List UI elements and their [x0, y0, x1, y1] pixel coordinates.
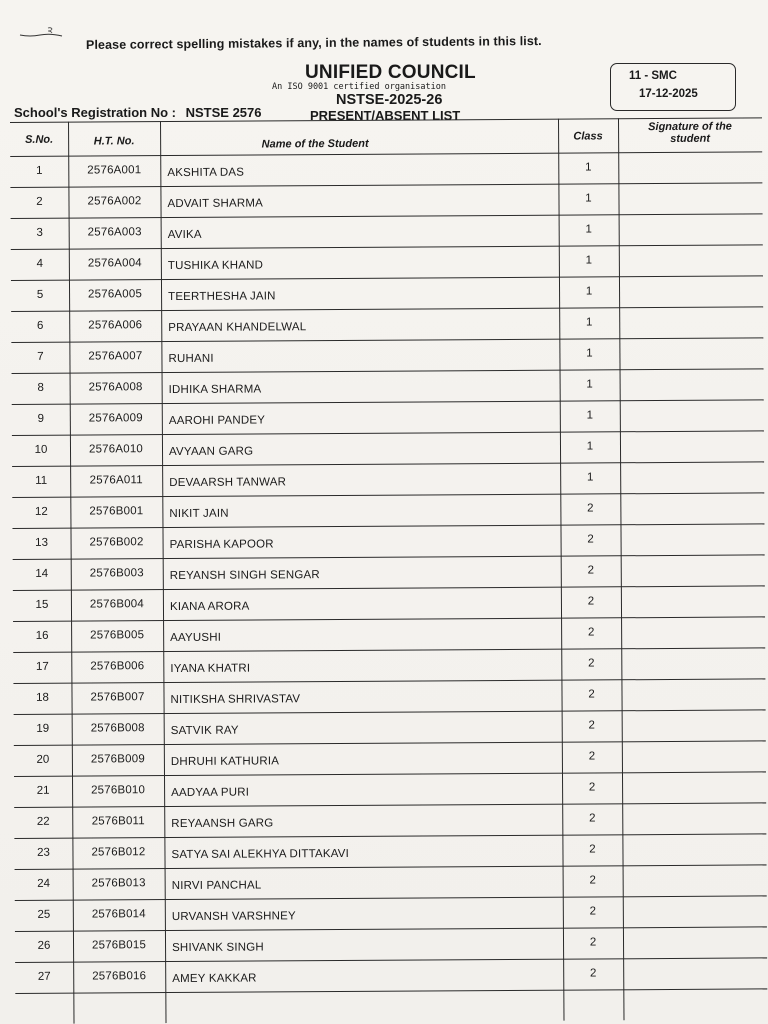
row-sno: 10 [34, 443, 48, 456]
row-ht-no: 2576A010 [88, 443, 144, 456]
row-sno: 7 [37, 350, 44, 363]
table-row [12, 492, 764, 528]
table-row [14, 771, 766, 807]
row-ht-no: 2576B016 [92, 970, 147, 983]
table-row [14, 833, 766, 869]
row-ht-no: 2576A006 [88, 319, 143, 332]
row-student-name: TEERTHESHA JAIN [168, 290, 276, 304]
exam-code: 11 - SMC [629, 70, 677, 82]
table-row [12, 368, 764, 404]
row-sno: 21 [36, 784, 50, 797]
row-student-name: SHIVANK SINGH [172, 941, 264, 955]
table-row [15, 926, 767, 962]
row-ht-no: 2576B009 [90, 753, 145, 766]
table-row [14, 802, 766, 838]
row-student-name: REYANSH SINGH SENGAR [169, 569, 320, 583]
row-student-name: URVANSH VARSHNEY [171, 910, 296, 924]
row-ht-no: 2576A005 [87, 288, 143, 301]
row-sno: 4 [36, 257, 44, 270]
row-sno: 2 [36, 195, 43, 208]
row-student-name: PRAYAAN KHANDELWAL [168, 321, 307, 335]
row-class: 2 [587, 595, 595, 608]
row-ht-no: 2576B013 [91, 877, 146, 890]
header-signature-line1: Signature of the [648, 120, 732, 134]
row-ht-no: 2576A007 [88, 350, 143, 363]
row-student-name: SATVIK RAY [170, 724, 239, 738]
row-ht-no: 2576A008 [88, 381, 143, 394]
row-student-name: REYAANSH GARG [171, 817, 274, 831]
header-sno: S.No. [25, 133, 54, 146]
row-student-name: AAROHI PANDEY [168, 414, 266, 428]
instruction-text: Please correct spelling mistakes if any, in the names of students in this list. [85, 34, 542, 52]
attendance-table [10, 117, 767, 1024]
row-student-name: AVIKA [167, 228, 202, 242]
row-sno: 18 [36, 691, 49, 704]
row-sno: 9 [37, 412, 45, 425]
table-row [11, 244, 763, 280]
row-class: 2 [589, 905, 597, 918]
table-row [10, 151, 762, 187]
row-student-name: DHRUHI KATHURIA [170, 755, 280, 769]
row-student-name: KIANA ARORA [169, 600, 250, 614]
table-row [12, 399, 764, 435]
row-class: 2 [587, 502, 594, 515]
row-ht-no: 2576B008 [90, 722, 145, 735]
row-student-name: DEVAARSH TANWAR [169, 476, 287, 490]
table-row [10, 182, 762, 218]
row-class: 2 [589, 812, 596, 825]
header-signature-line2: student [670, 132, 711, 145]
row-class: 1 [586, 440, 594, 453]
table-row [13, 554, 765, 590]
row-sno: 20 [36, 753, 50, 766]
organization-name: UNIFIED COUNCIL [305, 62, 476, 83]
row-sno: 26 [37, 939, 51, 952]
table-row [11, 306, 763, 342]
row-ht-no: 2576A001 [87, 164, 142, 177]
header-signature [618, 120, 762, 145]
list-title: PRESENT/ABSENT LIST [310, 108, 461, 123]
row-ht-no: 2576B003 [89, 567, 144, 580]
row-sno: 12 [34, 505, 48, 518]
row-sno: 5 [36, 288, 44, 301]
row-class: 1 [585, 161, 592, 174]
row-class: 1 [585, 316, 593, 329]
table-row [13, 678, 765, 714]
exam-title: NSTSE-2025-26 [336, 92, 443, 108]
row-student-name: AMEY KAKKAR [172, 972, 257, 986]
registration-value: NSTSE 2576 [185, 105, 262, 120]
row-ht-no: 2576B005 [90, 629, 145, 642]
row-ht-no: 2576A002 [87, 195, 142, 208]
row-class: 1 [586, 471, 594, 484]
row-sno: 3 [36, 226, 43, 239]
row-sno: 22 [36, 815, 50, 828]
row-sno: 16 [35, 629, 49, 642]
row-class: 1 [586, 347, 593, 360]
row-class: 2 [588, 657, 595, 670]
row-ht-no: 2576B002 [89, 536, 144, 549]
row-sno: 17 [35, 660, 49, 673]
row-class: 1 [585, 223, 592, 236]
table-row [15, 864, 767, 900]
row-sno: 1 [36, 164, 43, 177]
row-student-name: NIKIT JAIN [169, 507, 229, 521]
row-student-name: NIRVI PANCHAL [171, 879, 262, 893]
table-row [12, 523, 764, 559]
certification-text: An ISO 9001 certified organisation [272, 82, 446, 92]
row-sno: 13 [35, 536, 48, 549]
row-ht-no: 2576B006 [90, 660, 145, 673]
row-student-name: AKSHITA DAS [167, 166, 245, 180]
row-ht-no: 2576B007 [90, 691, 145, 704]
row-ht-no: 2576B001 [89, 505, 144, 518]
table-row [14, 740, 766, 776]
row-class: 1 [585, 285, 593, 298]
table-row [13, 585, 765, 621]
row-ht-no: 2576B012 [91, 846, 146, 859]
row-sno: 6 [37, 319, 44, 332]
row-ht-no: 2576A004 [87, 257, 142, 270]
row-class: 2 [587, 533, 594, 546]
row-class: 2 [589, 967, 597, 980]
table-row [12, 461, 764, 497]
row-student-name: IYANA KHATRI [170, 662, 251, 676]
row-ht-no: 2576A011 [89, 474, 143, 487]
row-sno: 15 [35, 598, 49, 611]
table-row [11, 337, 763, 373]
row-sno: 25 [37, 908, 51, 921]
table-row [14, 709, 766, 745]
row-sno: 11 [35, 474, 48, 487]
row-class: 2 [589, 843, 596, 856]
table-row [15, 895, 767, 931]
row-student-name: IDHIKA SHARMA [168, 383, 262, 397]
row-student-name: SATYA SAI ALEKHYA DITTAKAVI [171, 847, 350, 862]
row-sno: 14 [35, 567, 49, 580]
row-class: 2 [589, 874, 596, 887]
row-class: 1 [585, 254, 593, 267]
school-registration [14, 105, 262, 120]
row-class: 2 [587, 626, 595, 639]
row-ht-no: 2576B014 [91, 908, 146, 921]
registration-label: School's Registration No : [14, 105, 176, 120]
row-class: 1 [586, 378, 593, 391]
row-student-name: AADYAA PURI [171, 786, 250, 800]
table-row [15, 957, 767, 993]
row-ht-no: 2576A003 [87, 226, 142, 239]
row-sno: 23 [37, 846, 50, 859]
row-sno: 8 [37, 381, 44, 394]
exam-code-box [610, 63, 736, 111]
header-student-name: Name of the Student [261, 137, 369, 151]
row-class: 2 [588, 688, 595, 701]
row-ht-no: 2576B011 [91, 815, 145, 828]
row-ht-no: 2576B015 [91, 939, 147, 952]
table-row [13, 647, 765, 683]
row-class: 2 [588, 719, 595, 732]
row-class: 2 [589, 936, 597, 949]
row-sno: 27 [37, 970, 51, 983]
row-ht-no: 2576B004 [89, 598, 145, 611]
row-class: 2 [587, 564, 594, 577]
row-student-name: NITIKSHA SHRIVASTAV [170, 693, 301, 707]
table-row [11, 213, 763, 249]
row-class: 2 [588, 750, 596, 763]
row-student-name: RUHANI [168, 352, 214, 366]
header-ht-no: H.T. No. [93, 135, 135, 148]
row-class: 1 [585, 192, 592, 205]
row-student-name: PARISHA KAPOOR [169, 538, 274, 552]
exam-date: 17-12-2025 [639, 88, 698, 100]
pen-scribble-mark [18, 26, 66, 40]
row-student-name: AVYAAN GARG [168, 445, 254, 459]
row-student-name: AAYUSHI [170, 631, 222, 645]
row-sno: 24 [37, 877, 51, 890]
header-class: Class [573, 130, 603, 143]
row-student-name: ADVAIT SHARMA [167, 197, 264, 211]
row-ht-no: 2576A009 [88, 412, 143, 425]
row-class: 1 [586, 409, 594, 422]
table-row [13, 616, 765, 652]
row-student-name: TUSHIKA KHAND [167, 259, 264, 273]
row-sno: 19 [36, 722, 50, 735]
row-ht-no: 2576B010 [91, 784, 146, 797]
row-class: 2 [588, 781, 596, 794]
table-row [11, 275, 763, 311]
table-row [12, 430, 764, 466]
